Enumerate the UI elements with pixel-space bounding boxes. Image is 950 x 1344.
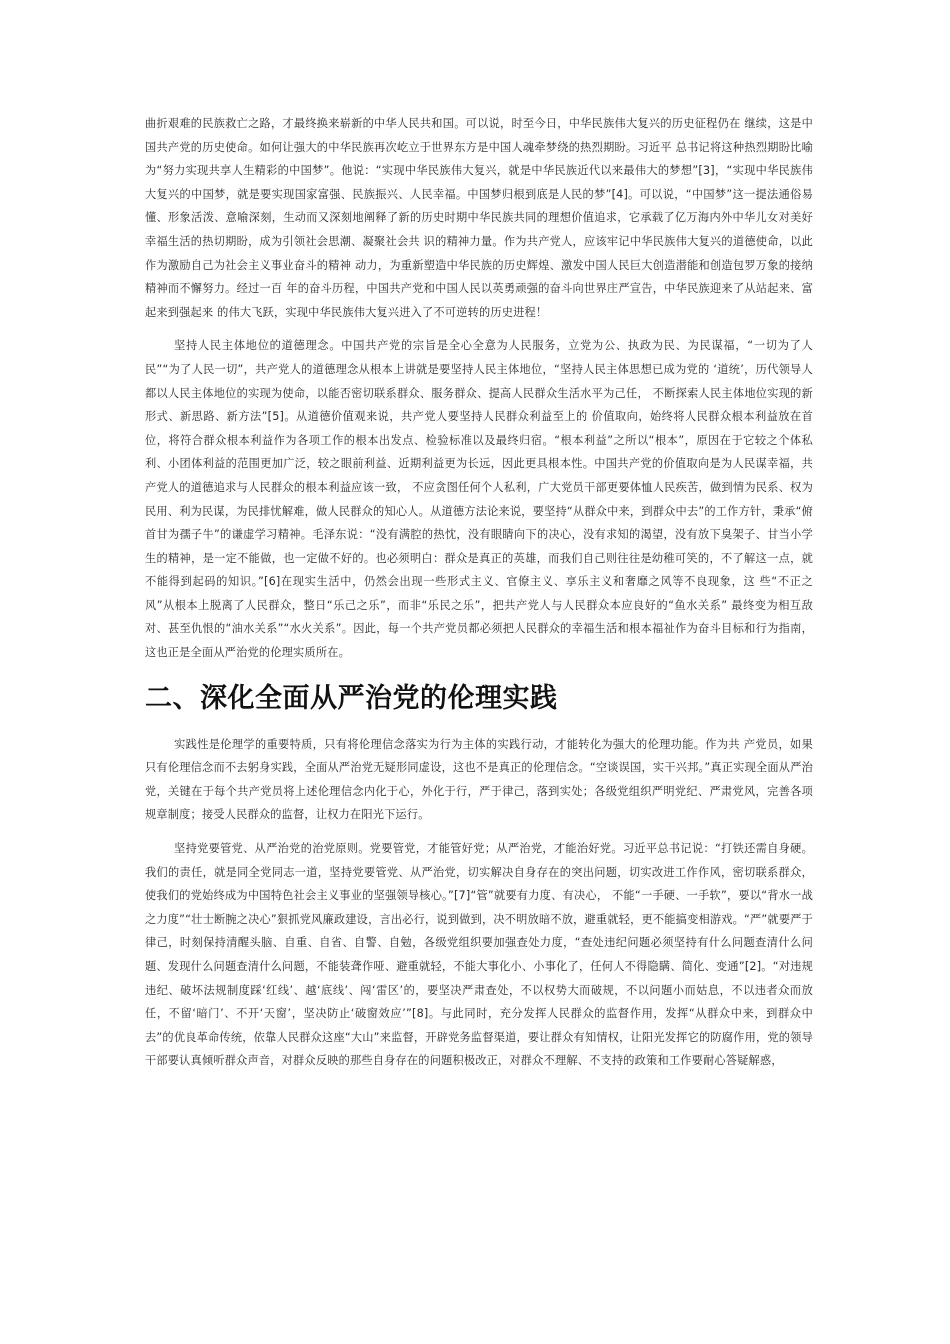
paragraph-continued: 曲折艰难的民族救亡之路，才最终换来崭新的中华人民共和国。可以说，时至今日，中华民族伟大复兴的历史征程仍在 继续，这是中国共产党的历史使命。如何让强大的中华民族再次屹立于世界东方是中国人魂牵梦绕的热烈期盼。习近平 总书记将这种热烈期盼比喻为“努力实现共享人生精彩的中国梦”。他说：“实现中华民族伟大复兴，就是中华民族近代以来最伟大的梦想”[3]，“实现中华民族伟大复兴的中国梦，就是要实现国家富强、民族振兴、人民幸福。中国梦归根到底是人民的梦”[4]。可以说，“中国梦”这一提法通俗易懂、形象活泼、意喻深刻，生动而又深刻地阐释了新的历史时期中华民族共同的理想价值追求，它承载了亿万海内外中华儿女对美好幸福生活的热切期盼，成为引领社会思潮、凝聚社会共 识的精神力量。作为共产党人，应该牢记中华民族伟大复兴的道德使命，以此作为激励自己为社会主义事业奋斗的精神 动力，为重新塑造中华民族的历史辉煌、激发中国人民巨大创造潜能和创造包罗万象的接纳精神而不懈努力。经过一百 年的奋斗历程，中国共产党和中国人民以英勇顽强的奋斗向世界庄严宣告，中华民族迎来了从站起来、富起来到强起来 的伟大飞跃，实现中华民族伟大复兴进入了不可逆转的历史进程！: [145, 117, 813, 319]
paragraph-people-subject: 坚持人民主体地位的道德理念。中国共产党的宗旨是全心全意为人民服务，立党为公、执政为民、为民谋福，“一切为了人民”“为了人民一切”，共产党人的道德理念从根本上讲就是要坚持人民主体地位，“坚持人民主体思想已成为党的 ‘道统’，历代领导人都以人民主体地位的实现为使命，以能否密切联系群众、服务群众、提高人民群众生活水平为己任， 不断探索人民主体地位实现的新形式、新思路、新方法”[5]。从道德价值观来说，共产党人要坚持人民群众利益至上的 价值取向，始终将人民群众根本利益放在首位，将符合群众根本利益作为各项工作的根本出发点、检验标准以及最终归宿。“根本利益”之所以“根本”，原因在于它较之个体私利、小团体利益的范围更加广泛，较之眼前利益、近期利益更为长远，因此更具根本性。中国共产党的价值取向是为人民谋幸福，共产党人的道德追求与人民群众的根本利益应该一致， 不应贪图任何个人私利，广大党员干部更要体恤人民疾苦，做到情为民系、权为民用、利为民谋，为民排忧解难，做人民群众的知心人。从道德方法论来说，要坚持“从群众中来，到群众中去”的工作方针，秉承“俯首甘为孺子牛”的谦虚学习精神。毛泽东说：“没有满腔的热忱，没有眼睛向下的决心，没有求知的渴望，没有放下臭架子、甘当小学生的精神，是一定不能做，也一定做不好的。也必须明白：群众是真正的英雄，而我们自己则往往是幼稚可笑的，不了解这一点，就不能得到起码的知识。”[6]在现实生活中，仍然会出现一些形式主义、官僚主义、享乐主义和奢靡之风等不良现象，这 些“不正之风”从根本上脱离了人民群众，整日“乐己之乐”，而非“乐民之乐”，把共产党人与人民群众本应良好的“鱼水关系” 最终变为相互敌对、甚至仇恨的“油水关系”“水火关系”。因此，每一个共产党员都必须把人民群众的幸福生活和根本福祉作为奋斗目标和行为指南，这也正是全面从严治党的伦理实质所在。: [145, 339, 813, 660]
paragraph-practice: 实践性是伦理学的重要特质，只有将伦理信念落实为行为主体的实践行动，才能转化为强大的伦理功能。作为共 产党员，如果只有伦理信念而不去躬身实践，全面从严治党无疑形同虚设，这也不是真正的伦理信念。“空谈误国，实干兴邦。”真正实现全面从严治党，关键在于每个共产党员将上述伦理信念内化于心，外化于行，严于律己，落到实处；各级党组织严明党纪、严肃党风，完善各项规章制度；接受人民群众的监督，让权力在阳光下运行。: [145, 737, 813, 822]
document-body: [145, 112, 813, 1073]
paragraph-party-discipline: 坚持党要管党、从严治党的治党原则。党要管党，才能管好党；从严治党，才能治好党。习近平总书记说：“打铁还需自身硬。我们的责任，就是同全党同志一道，坚持党要管党、从严治党，切实解决自身存在的突出问题，切实改进工作作风，密切联系群众，使我们的党始终成为中国特色社会主义事业的坚强领导核心。”[7]“管”就要有力度、有决心， 不能“一手硬、一手软”，要以“背水一战之力度”“壮士断腕之决心”狠抓党风廉政建设，言出必行，说到做到，决不明放暗不放，避重就轻，更不能搞变相游戏。“严”就要严于律己，时刻保持清醒头脑、自重、自省、自警、自勉，各级党组织要加强查处力度，“查处违纪问题必须坚持有什么问题查清什么问题、发现什么问题查清什么问题，不能装聋作哑、避重就轻，不能大事化小、小事化了，任何人不得隐瞒、简化、变通”[2]。“对违规违纪、破坏法规制度踩‘红线’、越‘底线’、闯‘雷区’的，要坚决严肃查处，不以权势大而破规，不以问题小而姑息，不以违者众而放任，不留‘暗门’、不开‘天窗’，坚决防止‘破窗效应’”[8]。与此同时，充分发挥人民群众的监督作用，发挥“从群众中来，到群众中去”的优良革命传统，依靠人民群众这座“大山”来监督，开辟党务监督渠道，要让群众有知情权，让阳光发挥它的防腐作用，党的领导干部要认真倾听群众声音，对群众反映的那些自身存在的问题积极改正，对群众不理解、不支持的政策和工作要耐心答疑解惑，: [145, 842, 813, 1068]
section-heading: 二、深化全面从严治党的伦理实践: [145, 682, 558, 714]
